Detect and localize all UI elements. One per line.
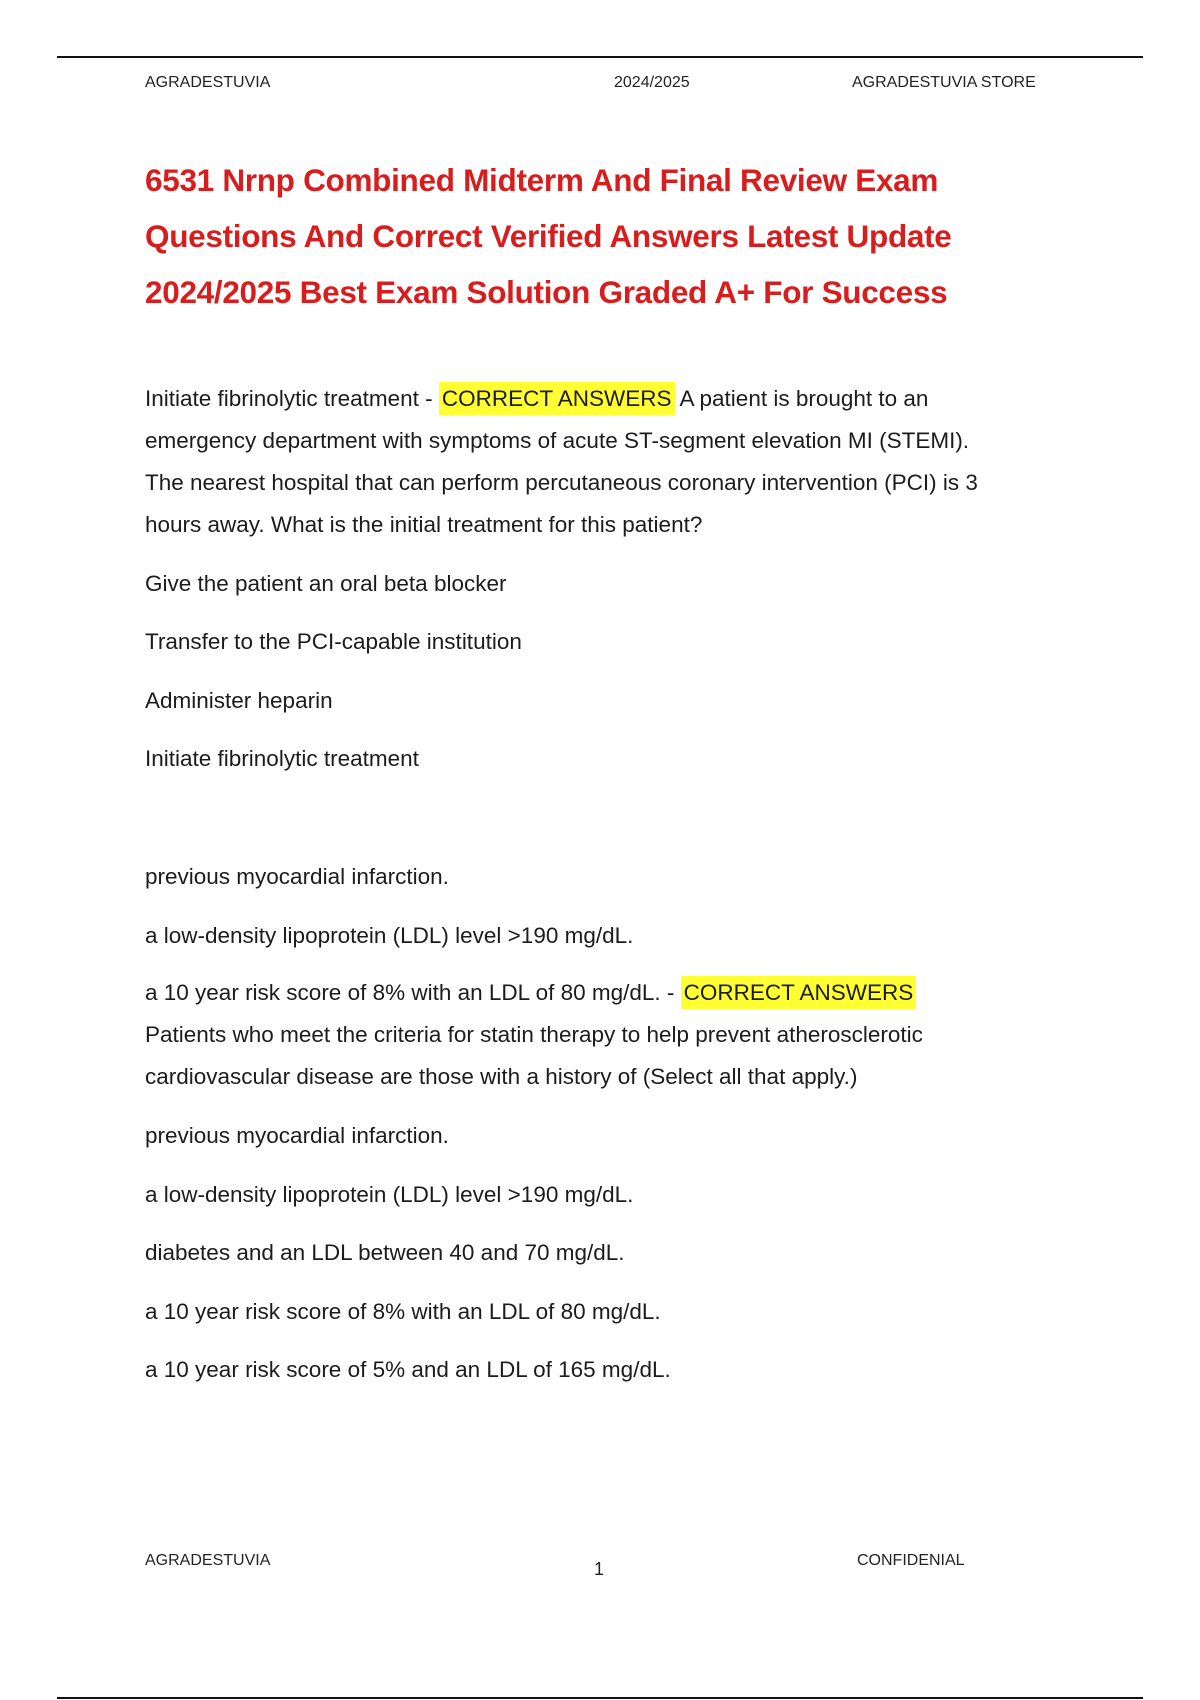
question-1-text-line: The nearest hospital that can perform percutaneous coronary intervention (PCI) is 3 — [145, 470, 978, 495]
question-2-option: a low-density lipoprotein (LDL) level >190 mg/dL. — [145, 1182, 634, 1207]
question-1-option: Give the patient an oral beta blocker — [145, 571, 507, 596]
question-2-option: a 10 year risk score of 8% with an LDL of 80 mg/dL. — [145, 1299, 661, 1324]
question-1 — [145, 378, 1065, 546]
question-1-option: Initiate fibrinolytic treatment — [145, 746, 419, 771]
question-2-option: a 10 year risk score of 5% and an LDL of 165 mg/dL. — [145, 1357, 671, 1382]
question-2-option: diabetes and an LDL between 40 and 70 mg/dL. — [145, 1240, 625, 1265]
question-2-first-line — [145, 972, 1065, 1014]
question-1-text-line: emergency department with symptoms of acute ST-segment elevation MI (STEMI). — [145, 428, 970, 453]
question-1-answer-prefix: Initiate fibrinolytic treatment - — [145, 386, 439, 411]
question-2-answer: previous myocardial infarction. — [145, 864, 449, 889]
top-rule — [57, 56, 1143, 58]
question-2-text-line: cardiovascular disease are those with a history of (Select all that apply.) — [145, 1064, 858, 1089]
header-left: AGRADESTUVIA — [145, 74, 271, 91]
question-1-text: A patient is brought to an — [674, 386, 929, 411]
correct-answers-highlight: CORRECT ANSWERS — [681, 976, 917, 1009]
bottom-rule — [57, 1697, 1143, 1699]
question-1-text-line: hours away. What is the initial treatment for this patient? — [145, 512, 703, 537]
footer-right: CONFIDENIAL — [857, 1552, 965, 1569]
question-2 — [145, 972, 1065, 1098]
question-1-option: Transfer to the PCI-capable institution — [145, 629, 522, 654]
question-2-answer: a low-density lipoprotein (LDL) level >190 mg/dL. — [145, 923, 634, 948]
question-2-answer: a 10 year risk score of 8% with an LDL of 80 mg/dL. - — [145, 980, 681, 1005]
question-1-first-line — [145, 378, 1065, 420]
page-number: 1 — [594, 1559, 605, 1579]
header-year: 2024/2025 — [614, 74, 690, 91]
title-line: 2024/2025 Best Exam Solution Graded A+ For Success — [145, 274, 948, 310]
document-title — [145, 152, 1045, 320]
title-line: Questions And Correct Verified Answers Latest Update — [145, 218, 952, 254]
question-2-option: previous myocardial infarction. — [145, 1123, 449, 1148]
title-line: 6531 Nrnp Combined Midterm And Final Review Exam — [145, 162, 939, 198]
correct-answers-highlight: CORRECT ANSWERS — [439, 382, 675, 415]
header-right: AGRADESTUVIA STORE — [852, 74, 1036, 91]
question-2-text-line: Patients who meet the criteria for statin therapy to help prevent atherosclerotic — [145, 1022, 923, 1047]
question-1-option: Administer heparin — [145, 688, 333, 713]
footer-left: AGRADESTUVIA — [145, 1552, 271, 1569]
